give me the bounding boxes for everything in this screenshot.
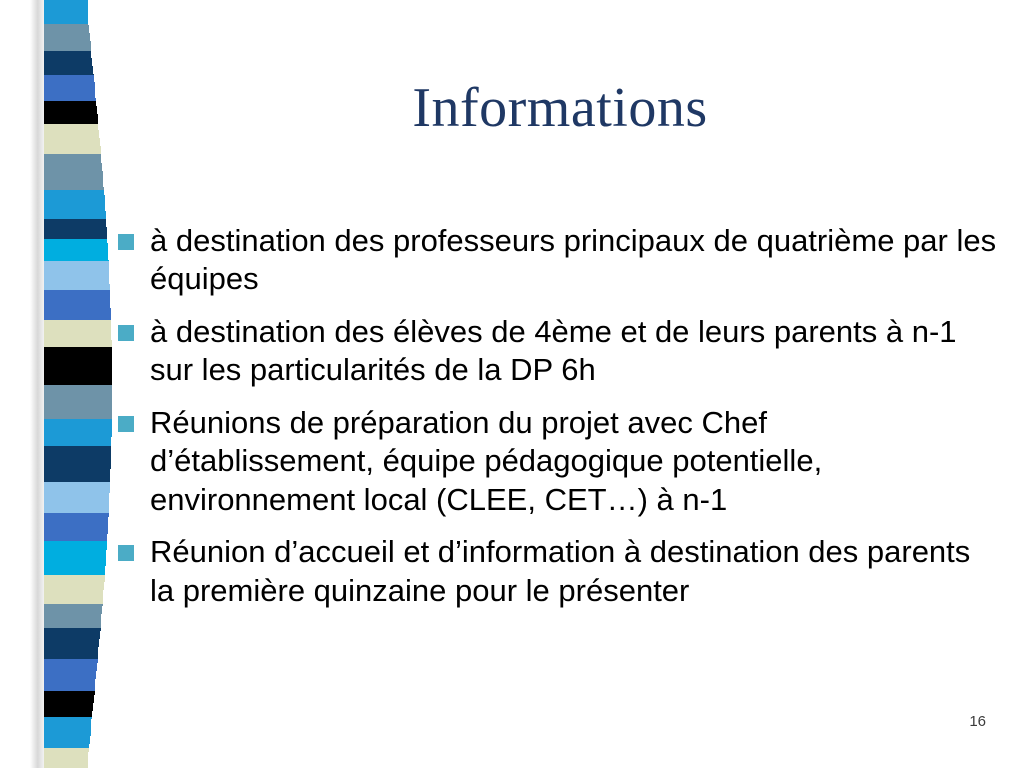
band-curve-slice: [88, 760, 120, 768]
list-item: [118, 533, 998, 610]
list-item: [118, 313, 998, 390]
square-bullet-icon: [118, 234, 134, 250]
left-color-band: [0, 0, 120, 768]
slide-number: 16: [969, 713, 986, 730]
list-item-text: Réunion d’accueil et d’information à destination des parents la première quinzaine pour le présenter: [150, 534, 971, 608]
square-bullet-icon: [118, 325, 134, 341]
square-bullet-icon: [118, 416, 134, 432]
page-title: Informations: [412, 77, 708, 139]
band-left-shadow: [30, 0, 44, 768]
list-item: [118, 404, 998, 519]
list-item: [118, 222, 998, 299]
bullet-list: [118, 222, 998, 624]
list-item-text: à destination des élèves de 4ème et de leurs parents à n-1 sur les particularités de la DP 6h: [150, 313, 957, 388]
list-item-text: Réunions de préparation du projet avec Chef d’établissement, équipe pédagogique potentielle, environnement local (CLEE, CET…) à n-1: [150, 404, 823, 517]
list-item-text: à destination des professeurs principaux de quatrième par les équipes: [150, 223, 997, 297]
square-bullet-icon: [118, 545, 134, 561]
